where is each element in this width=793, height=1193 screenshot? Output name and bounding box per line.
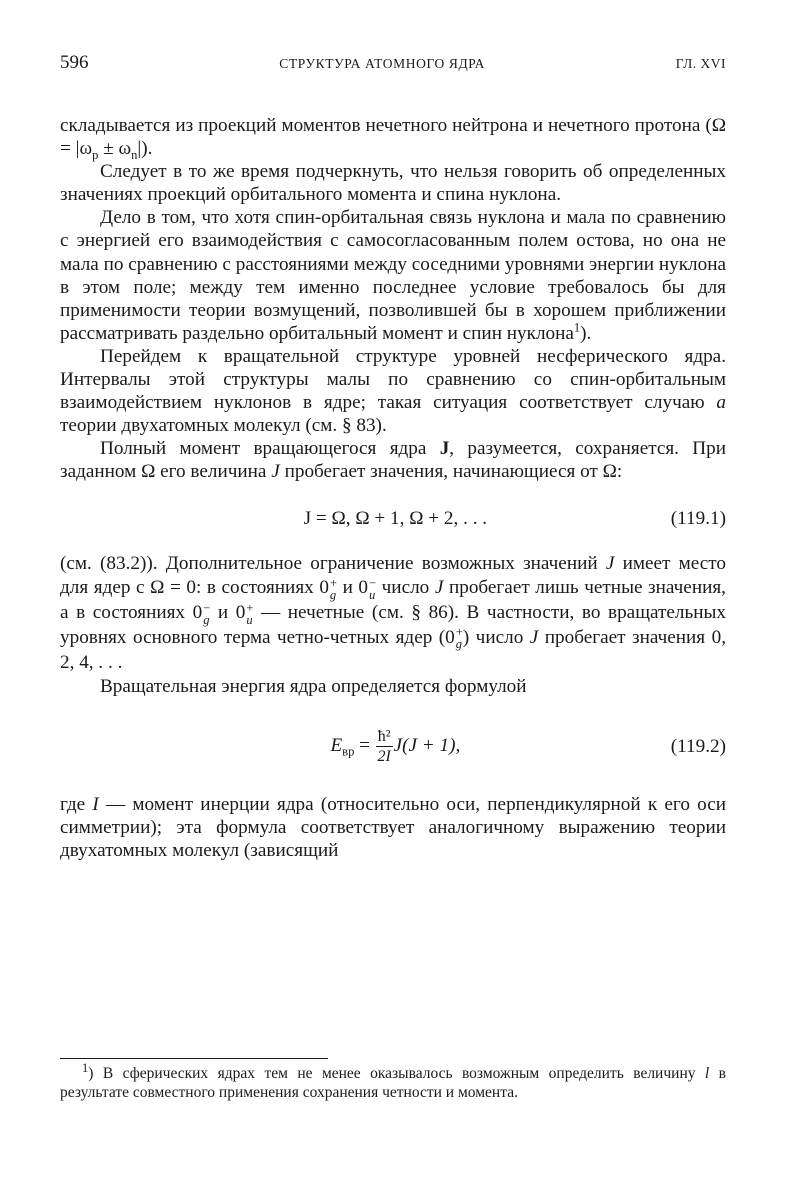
paragraph-2: Следует в то же время подчеркнуть, что нельзя говорить об определенных значениях проекций орбитального момента и спина нуклона. xyxy=(60,161,726,206)
footnote-mark: 1 xyxy=(82,1060,89,1075)
equation-expression: $E_{вр}$ = $\frac{\text{ħ²}}{2I}$ J(J + 1), xyxy=(330,728,461,766)
page-number: 596 xyxy=(60,52,89,73)
paragraph-6: (см. (83.2)). Дополнительное ограничение возможных значений J имеет место для ядер с Ω = 0: в состояниях 0 + g и 0 − u число J пробегает лишь четные значения, а в состояниях 0 − g и 0 + u — нечетные (см. § 86). В частности, во вращательных уровнях основного терма четно-четных ядер (0 + g ) число J пробегает значения 0, 2, 4, . . . xyxy=(60,552,726,673)
paragraph-3: Дело в том, что хотя спин-орбитальная связь нуклона и мала по сравнению с энергией его взаимодействия с самосогласованным полем остова, но она не мала по сравнению с расстояниями между соседними уровнями энергии нуклона в этом поле; между тем именно последнее условие требовалось бы для применимости теории возмущений, позволившей бы в хорошем приближении рассматривать раздельно орбитальный момент и спин нуклона$^1$). xyxy=(60,207,726,344)
body-text xyxy=(60,114,726,862)
equation-119-1 xyxy=(60,492,726,546)
chapter-label: ГЛ. XVI xyxy=(675,56,726,71)
equation-expression: J = Ω, Ω + 1, Ω + 2, . . . xyxy=(303,507,488,529)
equation-119-2 xyxy=(60,709,726,785)
footnote-rule xyxy=(60,1058,328,1059)
fraction: $\frac{\text{ħ²}}{2I}$ xyxy=(377,728,391,766)
equation-number: (119.2) xyxy=(670,736,726,758)
paragraph-1: складывается из проекций моментов нечетного нейтрона и нечетного протона $(\Omega = |\omega_p \pm \omega_n|)$. xyxy=(60,115,726,162)
book-page xyxy=(60,52,726,862)
equation-number: (119.1) xyxy=(670,507,726,529)
paragraph-8: где I — момент инерции ядра (относительно оси, перпендикулярной к его оси симметрии); эта формула соответствует аналогичному выражению теории двухатомных молекул (зависящий xyxy=(60,793,726,861)
footnote-mark: 1 xyxy=(573,320,581,335)
page-header xyxy=(60,52,726,86)
paragraph-5: Полный момент вращающегося ядра J, разумеется, сохраняется. При заданном Ω его величина J пробегает значения, начинающиеся от Ω: xyxy=(60,438,726,483)
paragraph-7: Вращательная энергия ядра определяется формулой xyxy=(100,676,527,698)
running-title: СТРУКТУРА АТОМНОГО ЯДРА xyxy=(279,56,485,71)
footnote: $^1$) В сферических ядрах тем не менее оказывалось возможным определить величину l в результате совместного применения сохранения четности и момента. xyxy=(60,1060,726,1101)
paragraph-4: Перейдем к вращательной структуре уровней несферического ядра. Интервалы этой структуры малы по сравнению со спин-орбитальным взаимодействием нуклонов в ядре; такая ситуация соответствует случаю a теории двухатомных молекул (см. § 83). xyxy=(60,345,726,437)
